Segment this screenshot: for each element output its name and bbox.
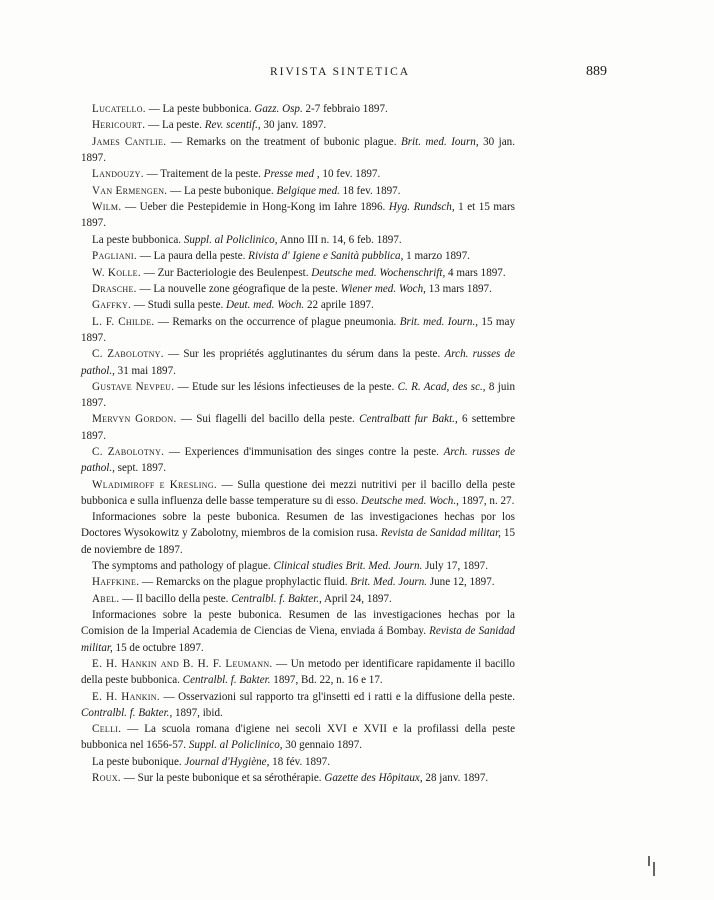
entry-citation: 13 mars 1897. — [425, 282, 492, 295]
entry-citation: 28 janv. 1897. — [422, 772, 489, 785]
entry-author: C. Zabolotny. — [92, 348, 164, 361]
page-number: 889 — [586, 64, 607, 79]
bibliography-entry — [81, 558, 515, 574]
bibliography-entry — [81, 166, 515, 182]
entry-text: Informaciones sobre la peste bubonica. Resumen de las investigaciones hechas por la Comision de la Imperial Academia de Ciencias de Viena, enviada á Bombay. — [81, 609, 515, 638]
entry-source: Suppl. al Policlinico, — [183, 233, 278, 246]
entry-source: Gazz. Osp. — [254, 103, 303, 115]
entry-citation: 30 gennaio 1897. — [282, 739, 363, 752]
entry-text: — Experiences d'immunisation des singes contre la peste. — [164, 446, 444, 459]
entry-text: — Sui flagelli del bacillo della peste. — [176, 413, 360, 426]
bibliography-entry — [81, 117, 515, 133]
entry-author: Gaffky. — [92, 299, 132, 312]
entry-citation: 18 fev. 1897. — [339, 184, 401, 197]
entry-source: Centralbl. f. Bakter., — [231, 592, 322, 605]
entry-citation: 18 fév. 1897. — [269, 755, 330, 768]
entry-source: Journal d'Hygiène, — [184, 755, 270, 768]
entry-text: — Osservazioni sul rapporto tra gl'insetti ed i ratti e la diffusione della peste. — [159, 690, 515, 703]
entry-author: Van Ermengen. — [92, 184, 168, 197]
running-title: RIVISTA SINTETICA — [269, 66, 411, 78]
entry-citation: 8 juin 1897. — [81, 380, 516, 410]
entry-citation: 2-7 febbraio 1897. — [302, 103, 388, 115]
entry-source: Brit. med. Iourn., — [399, 315, 479, 328]
entry-source: Contralbl. f. Bakter., — [81, 706, 173, 719]
entry-citation: Anno III n. 14, 6 feb. 1897. — [277, 233, 402, 246]
entry-author: Roux. — [92, 772, 122, 785]
entry-author: Wladimiroff e Kresling. — [92, 478, 217, 491]
entry-citation: 1 et 15 mars 1897. — [81, 201, 515, 230]
bibliography-entry — [81, 297, 515, 313]
entry-text: The symptoms and pathology of plague. — [92, 560, 274, 573]
entry-source: Brit. Med. Journ. — [350, 576, 428, 589]
entry-citation: July 17, 1897. — [422, 560, 488, 573]
bibliography-entry — [81, 477, 515, 509]
bibliography-entry — [81, 346, 515, 378]
entry-author: E. H. Hankin and B. H. F. Leumann. — [92, 658, 273, 671]
entry-source: Centralbatt fur Bakt., — [359, 413, 458, 426]
entry-source: Deut. med. Woch. — [226, 299, 305, 312]
bibliography-entry — [81, 232, 515, 248]
entry-source: Rivista d' Igiene e Sanità pubblica, — [248, 250, 404, 263]
entry-text: — Remarks on the occurrence of plague pneumonia. — [154, 315, 400, 328]
page-header — [90, 64, 607, 84]
bibliography-entry — [81, 689, 515, 721]
entry-text: — La nouvelle zone géografique de la peste. — [136, 282, 341, 295]
entry-author: Hericourt. — [92, 119, 146, 132]
entry-citation: 15 de noviembre de 1897. — [81, 527, 515, 556]
entry-author: Abel. — [92, 592, 120, 605]
entry-source: Suppl. al Policlinico, — [188, 739, 283, 752]
entry-citation: 6 settembre 1897. — [81, 413, 515, 442]
entry-author: Drasche. — [92, 282, 137, 295]
bibliography-entry — [81, 591, 515, 607]
bibliography-entry — [81, 754, 515, 770]
entry-text: — Sur les propriétés agglutinantes du sérum dans la peste. — [163, 348, 445, 361]
bibliography-entry — [81, 444, 515, 476]
bibliography-entry — [81, 199, 515, 231]
entry-citation: 1897, Bd. 22, n. 16 e 17. — [270, 674, 383, 687]
entry-citation: 10 fev. 1897. — [319, 168, 381, 181]
entry-source: Arch. russes de pathol., — [81, 446, 515, 475]
entry-citation: 15 de octubre 1897. — [112, 641, 204, 654]
entry-citation: April 24, 1897. — [321, 592, 392, 605]
entry-text: — Studi sulla peste. — [131, 299, 227, 312]
entry-text: La peste bubbonica. — [92, 233, 184, 246]
entry-author: Wilm. — [92, 201, 122, 214]
entry-text: — Etude sur les lésions infectieuses de la peste. — [174, 380, 398, 393]
entry-text: — Ueber die Pestepidemie in Hong-Kong im Iahre 1896. — [121, 201, 389, 214]
entry-citation: 1897, ibid. — [172, 706, 223, 719]
bibliography-entry — [81, 411, 515, 443]
entry-citation: 1897, n. 27. — [458, 494, 515, 507]
entry-text: — La paura della peste. — [136, 250, 249, 263]
margin-mark — [648, 856, 650, 866]
entry-text: — Zur Bacteriologie des Beulenpest. — [140, 266, 312, 279]
entry-author: Lucatello. — [92, 103, 146, 115]
entry-author: James Cantlie. — [92, 135, 167, 148]
bibliography-entry — [81, 607, 515, 656]
bibliography-entry — [81, 314, 515, 346]
entry-citation: 30 jan. 1897. — [81, 135, 515, 164]
entry-text: — Il bacillo della peste. — [119, 592, 232, 605]
entry-source: Revista de Sanidad militar, — [380, 527, 501, 540]
bibliography-entry — [81, 721, 515, 753]
entry-text: Informaciones sobre la peste bubonica. Resumen de las investigaciones hechas por los Doctores Wysokowitz y Zabolotny, miembros de la comision rusa. — [81, 511, 515, 540]
bibliography-entry — [81, 509, 515, 558]
bibliography-list — [81, 101, 515, 787]
entry-source: Arch. russes de pathol., — [81, 348, 516, 377]
entry-citation: June 12, 1897. — [427, 576, 495, 589]
entry-text: — Remarcks on the plague prophylactic fluid. — [139, 576, 351, 589]
bibliography-entry — [81, 248, 515, 264]
entry-text: — La peste. — [145, 119, 205, 132]
entry-source: Hyg. Rundsch, — [388, 201, 455, 214]
bibliography-entry — [81, 379, 515, 411]
entry-author: C. Zabolotny. — [92, 446, 165, 459]
entry-text: — Remarks on the treatment of bubonic plague. — [166, 135, 401, 148]
bibliography-entry — [81, 134, 515, 166]
entry-citation: 4 mars 1897. — [445, 266, 506, 279]
entry-citation: 1 marzo 1897. — [403, 250, 470, 263]
entry-text: — Traitement de la peste. — [143, 168, 264, 181]
entry-author: Pagliani. — [92, 250, 137, 263]
entry-citation: 30 janv. 1897. — [260, 119, 327, 132]
entry-source: Wiener med. Woch, — [340, 282, 426, 295]
margin-mark — [653, 862, 655, 876]
bibliography-entry — [81, 281, 515, 297]
entry-source: Deutsche med. Woch., — [361, 494, 459, 507]
entry-source: Brit. med. Iourn, — [400, 135, 479, 148]
entry-text: — La peste bubonique. — [167, 184, 277, 197]
bibliography-entry — [81, 656, 515, 688]
entry-author: Mervyn Gordon. — [92, 413, 177, 426]
entry-citation: sept. 1897. — [114, 462, 167, 475]
entry-text: — La peste bubbonica. — [145, 103, 255, 115]
bibliography-entry — [81, 770, 515, 786]
entry-author: Celli. — [92, 723, 122, 736]
entry-source: Deutsche med. Wochenschrift, — [311, 266, 446, 279]
entry-author: Haffkine. — [92, 576, 140, 589]
bibliography-entry — [81, 574, 515, 590]
entry-author: Landouzy. — [92, 168, 144, 181]
entry-author: E. H. Hankin. — [92, 690, 160, 703]
entry-citation: 31 mai 1897. — [114, 364, 176, 377]
entry-source: Belgique med. — [276, 184, 340, 197]
entry-source: Revista de Sanidad militar, — [81, 625, 515, 654]
entry-source: Centralbl. f. Bakter. — [182, 674, 271, 687]
entry-author: W. Kolle. — [92, 266, 141, 279]
bibliography-entry — [81, 183, 515, 199]
entry-text: — Sur la peste bubonique et sa sérothérapie. — [121, 772, 325, 785]
entry-source: Rev. scentif., — [204, 119, 261, 132]
bibliography-entry — [81, 101, 515, 117]
entry-source: Gazette des Hôpitaux, — [324, 772, 423, 785]
entry-text: — Sulla questione dei mezzi nutritivi per il bacillo della peste bubbonica e sulla influenza delle basse temperature su di esso. — [81, 478, 516, 507]
entry-author: Gustave Nevpeu. — [92, 380, 175, 393]
entry-citation: 22 aprile 1897. — [304, 299, 374, 312]
entry-author: L. F. Childe. — [92, 315, 155, 328]
entry-text: — Un metodo per identificare rapidamente il bacillo della peste bubbonica. — [81, 658, 515, 687]
entry-source: Clinical studies Brit. Med. Journ. — [273, 560, 423, 573]
bibliography-entry — [81, 265, 515, 281]
entry-text: — La scuola romana d'igiene nei secoli XVI e XVII e la profilassi della peste bubbonica nel 1656-57. — [81, 723, 515, 752]
entry-text: La peste bubonique. — [92, 755, 185, 768]
entry-source: Presse med , — [263, 168, 320, 181]
entry-source: C. R. Acad, des sc., — [397, 380, 486, 393]
entry-citation: 15 may 1897. — [81, 315, 515, 344]
